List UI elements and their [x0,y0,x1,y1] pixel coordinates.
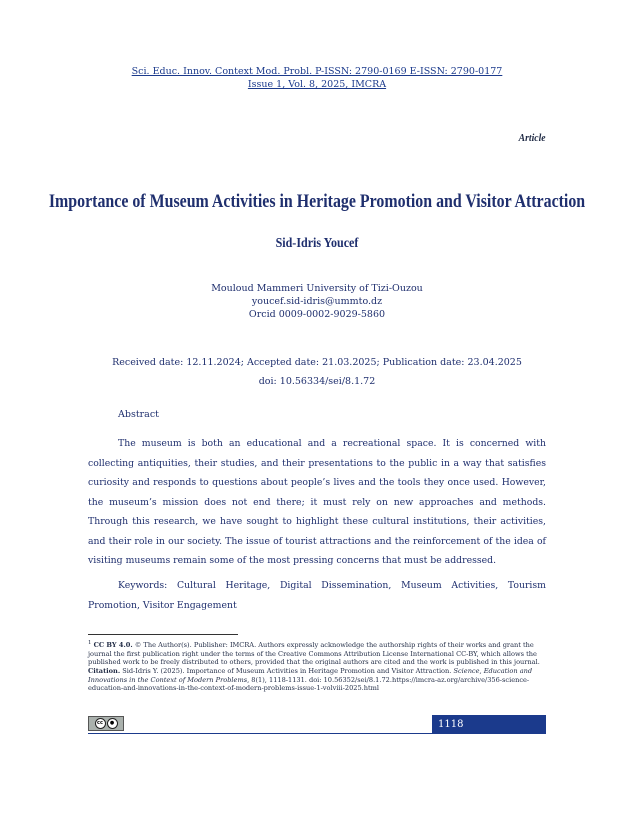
publication-dates: Received date: 12.11.2024; Accepted date: 21.03.2025; Publication date: 23.04.2025 [112,357,522,368]
footnote-divider [88,634,238,635]
license-text: © The Author(s). Publisher: IMCRA. Authors expressly acknowledge the authorship rights of their works and grant the journal the first publication right under the terms of the Creative Commons Attribution License International CC-BY, which allows the published work to be freely distributed to others, provided that the original authors are cited and the work is published in this journal. [88,641,540,667]
journal-header-line2[interactable]: Issue 1, Vol. 8, 2025, IMCRA [247,79,387,90]
keywords-label: Keywords: [118,580,168,591]
author-email[interactable]: youcef.sid-idris@ummto.dz [251,296,383,307]
citation-text-1: Sid-Idris Y. (2025). Importance of Museum Activities in Heritage Promotion and Visitor Attraction. [120,666,454,675]
author-name: Sid-Idris Youcef [275,236,359,251]
citation-label: Citation. [88,666,121,675]
paper-title: Importance of Museum Activities in Heritage Promotion and Visitor Attraction [48,192,586,212]
citation-footnote [88,667,546,693]
page-number: 1118 [432,715,546,734]
article-type-label: Article [519,132,546,144]
author-orcid: Orcid 0009-0002-9029-5860 [248,309,386,320]
keywords-text: Cultural Heritage, Digital Dissemination, Museum Activities, Tourism Promotion, Visitor Engagement [88,580,546,611]
abstract-body: The museum is both an educational and a recreational space. It is concerned with collecting antiquities, their studies, and their presentations to the public in a way that satisfies curiosity and responds to questions about people’s lives and the tools they once used. However, the museum’s mission does not end there; it must rely on new approaches and methods. Through this research, we have sought to highlight these cultural institutions, their activities, and their role in our society. The issue of tourist attractions and the reinforcement of the idea of visiting museums remain some of the most pressing concerns that must be addressed. [88,438,546,566]
footnote-marker: 1 [88,640,92,646]
license-footnote [88,639,546,667]
doi-line[interactable]: doi: 10.56334/sei/8.1.72 [258,376,376,387]
citation-journal: Science, Education and Innovations in the Context of Modern Problems [88,666,533,684]
cc-icon: cc [95,718,106,729]
footnote [88,639,546,693]
by-person-icon: ● [107,718,118,729]
citation-text-2[interactable]: , 8(1), 1118-1131. doi: 10.56352/sei/8.1.72.https://imcra-az.org/archive/356-science-education-and-innovations-in-the-context-of-modern-problems-issue-1-volviii-2025.html [88,675,530,693]
keywords-paragraph [88,576,546,615]
author-affiliation: Mouloud Mammeri University of Tizi-Ouzou [211,283,423,294]
abstract-heading: Abstract [118,409,159,420]
journal-header-line1[interactable]: Sci. Educ. Innov. Context Mod. Probl. P-ISSN: 2790-0169 E-ISSN: 2790-0177 [131,66,503,77]
license-label: CC BY 4.0. [93,641,133,650]
cc-by-license-badge[interactable] [88,716,124,731]
